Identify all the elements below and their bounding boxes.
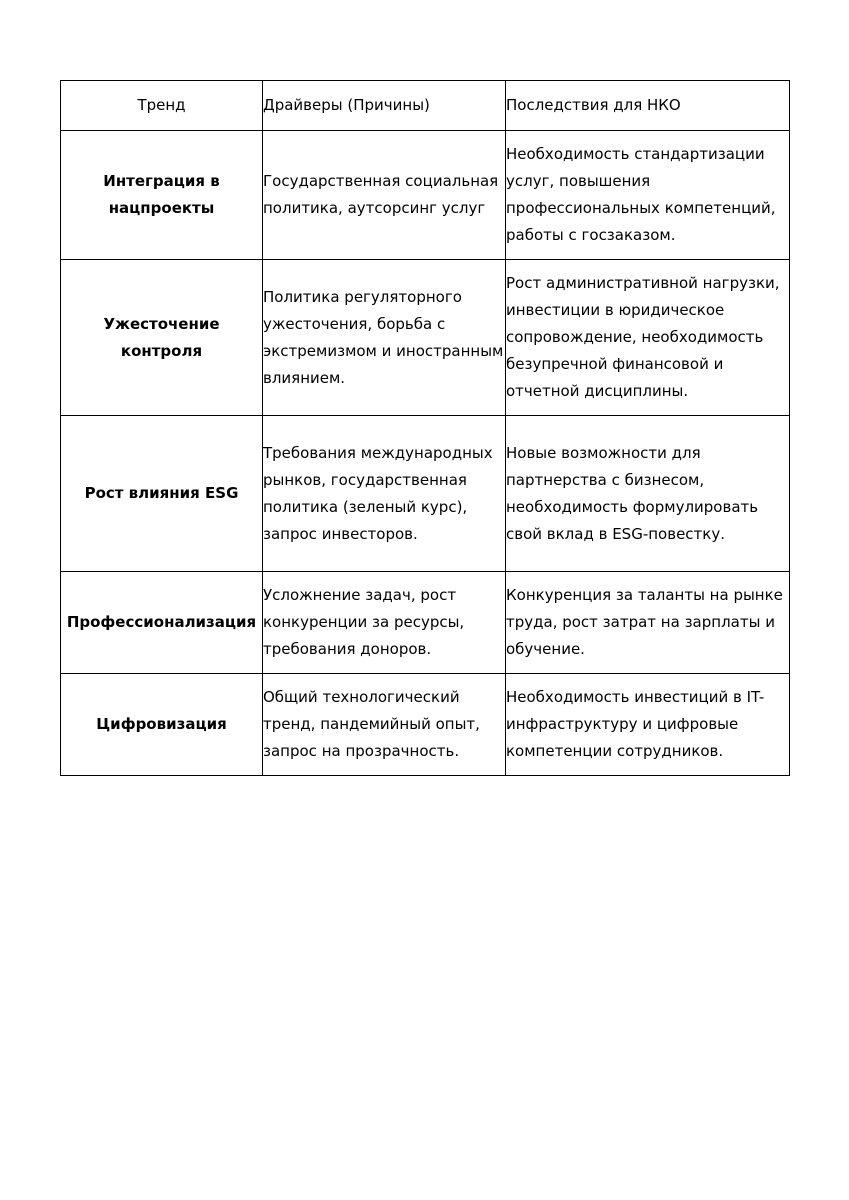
effects-cell: Необходимость стандартизации услуг, повышения профессиональных компетенций, работы с госзаказом. [506, 131, 790, 260]
header-effects: Последствия для НКО [506, 81, 790, 131]
drivers-cell: Общий технологический тренд, пандемийный опыт, запрос на прозрачность. [263, 674, 506, 776]
trend-cell: Цифровизация [61, 674, 263, 776]
trend-cell: Рост влияния ESG [61, 416, 263, 572]
effects-cell: Необходимость инвестиций в IT-инфраструктуру и цифровые компетенции сотрудников. [506, 674, 790, 776]
drivers-cell: Государственная социальная политика, аутсорсинг услуг [263, 131, 506, 260]
header-drivers: Драйверы (Причины) [263, 81, 506, 131]
table-row [61, 260, 790, 416]
trend-cell: Ужесточение контроля [61, 260, 263, 416]
trend-cell: Интеграция в нацпроекты [61, 131, 263, 260]
effects-cell: Рост административной нагрузки, инвестиции в юридическое сопровождение, необходимость безупречной финансовой и отчетной дисциплины. [506, 260, 790, 416]
trends-table [60, 80, 790, 776]
table-row [61, 674, 790, 776]
table-row [61, 572, 790, 674]
header-trend: Тренд [61, 81, 263, 131]
drivers-cell: Требования международных рынков, государственная политика (зеленый курс), запрос инвесторов. [263, 416, 506, 572]
table-header-row [61, 81, 790, 131]
drivers-cell: Политика регуляторного ужесточения, борьба с экстремизмом и иностранным влиянием. [263, 260, 506, 416]
table-row [61, 416, 790, 572]
trend-cell: Профессионализация [61, 572, 263, 674]
table-row [61, 131, 790, 260]
drivers-cell: Усложнение задач, рост конкуренции за ресурсы, требования доноров. [263, 572, 506, 674]
effects-cell: Новые возможности для партнерства с бизнесом, необходимость формулировать свой вклад в ESG-повестку. [506, 416, 790, 572]
effects-cell: Конкуренция за таланты на рынке труда, рост затрат на зарплаты и обучение. [506, 572, 790, 674]
